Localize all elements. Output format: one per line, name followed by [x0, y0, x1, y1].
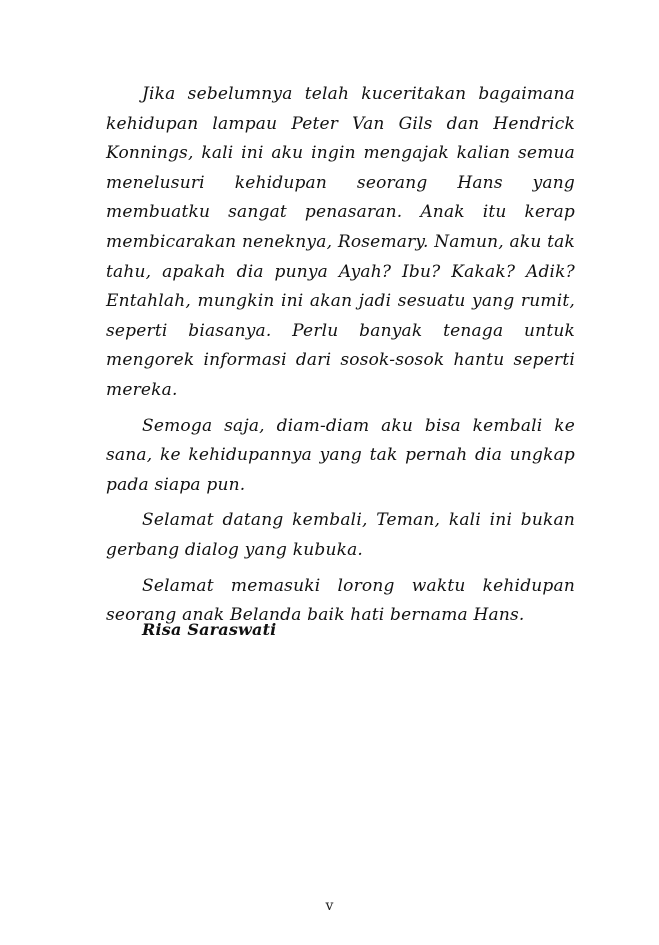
page-number: v: [325, 898, 334, 914]
author-signature: Risa Saraswati: [142, 620, 277, 639]
paragraph-hope: Semoga saja, diam-diam aku bisa kembali ke sana, ke kehidupannya yang tak pernah dia ungkap pada siapa pun.: [106, 415, 575, 495]
paragraph-closing: Selamat memasuki lorong waktu kehidupan seorang anak Belanda baik hati bernama Hans.: [106, 575, 575, 626]
paragraph-welcome: Selamat datang kembali, Teman, kali ini bukan gerbang dialog yang kubuka.: [106, 510, 575, 560]
body-text: [106, 80, 575, 637]
paragraph-intro: Jika sebelumnya telah kuceritakan bagaimana kehidupan lampau Peter Van Gils dan Hendrick Konnings, kali ini aku ingin mengajak kalian semua menelusuri kehidupan seorang Hans yang membuatku sangat penasaran. Anak itu kerap membicarakan neneknya, Rosemary. Namun, aku tak tahu, apakah dia punya Ayah? Ibu? Kakak? Adik? Entahlah, mungkin ini akan jadi sesuatu yang rumit, seperti biasanya. Perlu banyak tenaga untuk mengorek informasi dari sosok-sosok hantu seperti mereka.: [106, 84, 575, 400]
